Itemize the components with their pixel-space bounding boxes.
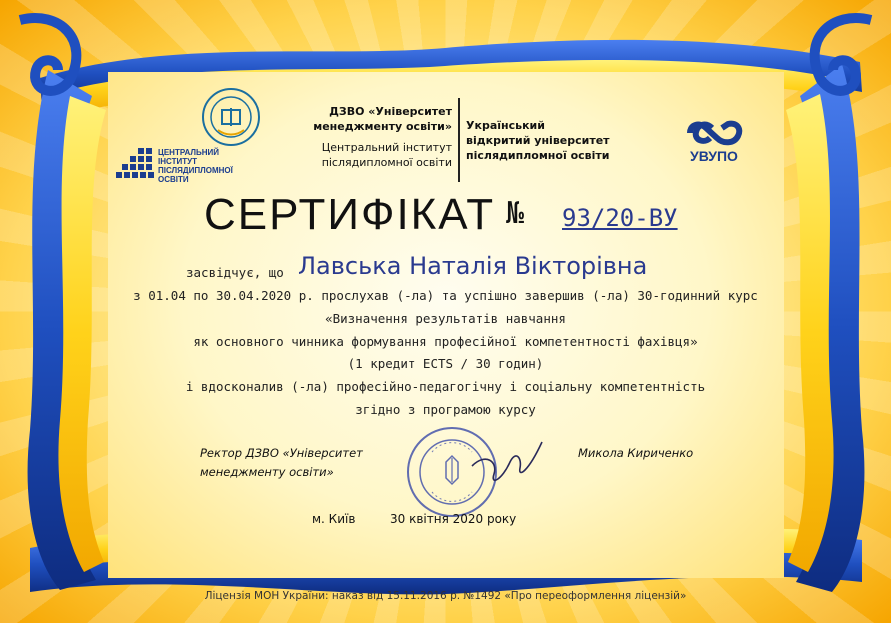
recipient-name: Лавська Наталія Вікторівна — [298, 252, 648, 280]
cip-logo-line4: ОСВІТИ — [158, 175, 189, 184]
uvupo-logo-icon — [686, 120, 748, 146]
certificate-title: СЕРТИФІКАТ — [204, 190, 496, 239]
org2-line2: післядипломної освіти — [321, 156, 452, 169]
rector-line1: Ректор ДЗВО «Університет — [200, 446, 363, 460]
course-line3: як основного чинника формування професійної компетентності фахівця» — [193, 334, 698, 349]
org1-line1: ДЗВО «Університет — [329, 105, 452, 118]
certificate-number-label: № — [506, 196, 525, 231]
rector-title — [200, 444, 363, 482]
official-stamp-icon — [402, 422, 562, 518]
course-line2: «Визначення результатів навчання — [325, 311, 566, 326]
org3-line1: Український — [466, 119, 545, 132]
header-divider — [458, 98, 460, 182]
course-line1: з 01.04 по 30.04.2020 р. прослухав (-ла) та успішно завершив (-ла) 30-годинний курс — [133, 288, 758, 303]
cip-logo-text — [158, 148, 233, 184]
certificate-number: 93/20-ВУ — [562, 204, 678, 232]
course-line6: згідно з програмою курсу — [355, 402, 536, 417]
university-seal-logo-icon — [198, 86, 264, 148]
org1-line2: менеджменту освіти» — [313, 120, 452, 133]
uvupo-logo-text: УВУПО — [690, 148, 738, 164]
rector-line2: менеджменту освіти» — [200, 465, 334, 479]
org3-line2: відкритий університет — [466, 134, 610, 147]
license-footer: Ліцензія МОН України: наказ від 15.11.2016 р. №1492 «Про переоформлення ліцензій» — [204, 590, 687, 602]
issue-date: 30 квітня 2020 року — [390, 512, 517, 526]
cip-logo-squares-icon — [116, 146, 156, 186]
cip-logo-line3: ПІСЛЯДИПЛОМНОЇ — [158, 166, 233, 175]
rector-name: Микола Кириченко — [578, 446, 694, 460]
course-line4: (1 кредит ECTS / 30 годин) — [347, 356, 544, 371]
cip-logo-line2: ІНСТИТУТ — [158, 157, 197, 166]
org-uvupo — [466, 118, 610, 163]
org2-line1: Центральний інститут — [321, 141, 452, 154]
course-line5: і вдосконалив (-ла) професійно-педагогічну і соціальну компетентність — [185, 379, 706, 394]
city: м. Київ — [312, 512, 356, 526]
certifies-label: засвідчує, що — [186, 265, 284, 280]
org-university — [300, 104, 452, 170]
cip-logo-line1: ЦЕНТРАЛЬНИЙ — [158, 148, 219, 157]
org3-line3: післядипломної освіти — [466, 149, 610, 162]
